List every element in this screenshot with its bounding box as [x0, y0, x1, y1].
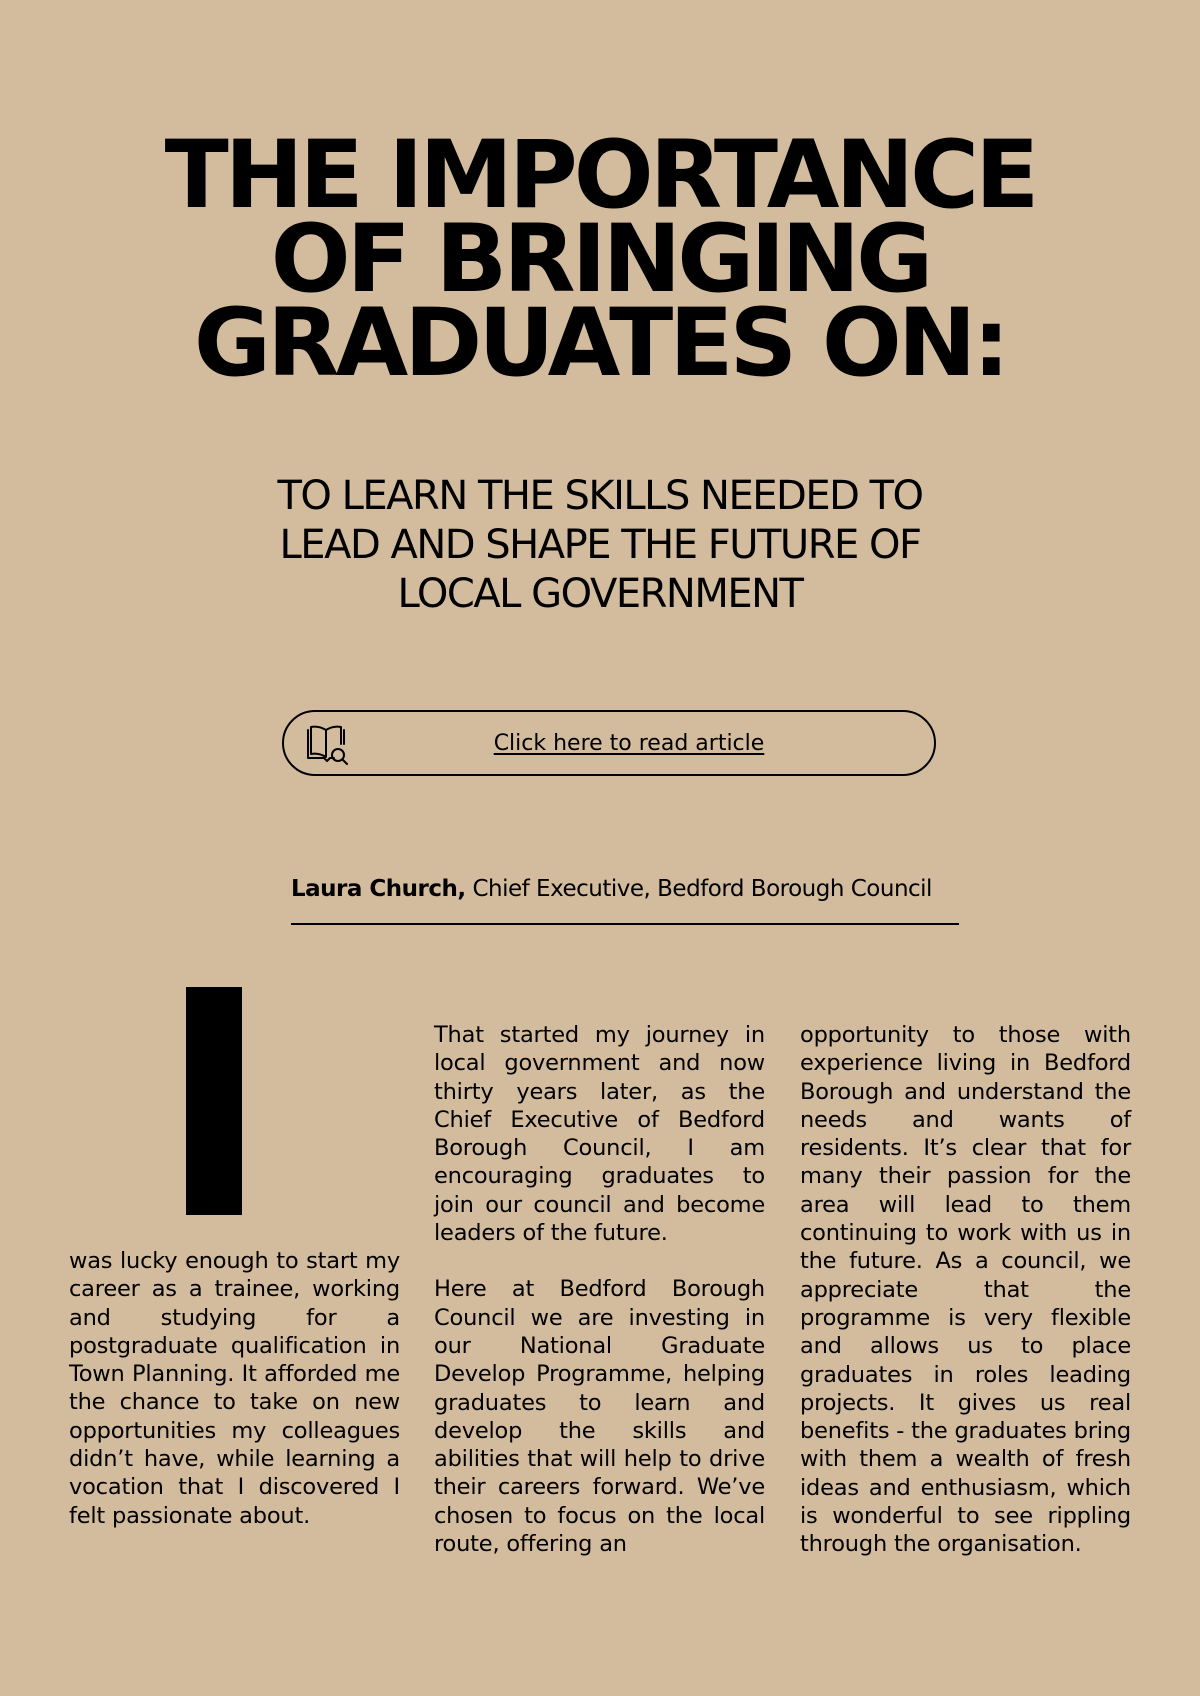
drop-cap-letter	[186, 987, 242, 1215]
subtitle-line-3: LOCAL GOVERNMENT	[397, 571, 803, 617]
title-line-3: GRADUATES ON:	[193, 289, 1007, 398]
subtitle-line-1: TO LEARN THE SKILLS NEEDED TO	[277, 473, 923, 519]
read-article-label[interactable]: Click here to read article	[493, 730, 765, 756]
author-name: Laura Church,	[291, 876, 466, 902]
page-subtitle	[200, 472, 1000, 619]
subtitle-line-2: LEAD AND SHAPE THE FUTURE OF	[279, 522, 921, 568]
title-line-1: THE IMPORTANCE	[164, 121, 1036, 230]
read-article-button[interactable]	[282, 710, 936, 776]
title-line-2: OF BRINGING	[270, 205, 930, 314]
article-column-3	[800, 1021, 1131, 1559]
author-role: Chief Executive, Bedford Borough Council	[465, 876, 932, 902]
paragraph: was lucky enough to start my career as a trainee, working and studying for a postgraduate qualification in Town Planning. It afforded me the chance to take on new opportunities my colleagues didn’t have, while learning a vocation that I discovered I felt passionate about.	[69, 1248, 400, 1529]
paragraph: Here at Bedford Borough Council we are investing in our National Graduate Develop Programme, helping graduates to learn and develop the skills and abilities that will help to drive their careers forward. We’ve chosen to focus on the local route, offering an	[434, 1276, 765, 1558]
page-title	[100, 121, 1100, 398]
byline	[291, 876, 961, 902]
divider	[291, 923, 959, 925]
article-column-1	[69, 1247, 400, 1530]
paragraph: opportunity to those with experience living in Bedford Borough and understand the needs and wants of residents. It’s clear that for many their passion for the area will lead to them continuing to work with us in the future. As a council, we appreciate that the programme is very flexible and allows us to place graduates in roles leading projects. It gives us real benefits - the graduates bring with them a wealth of fresh ideas and enthusiasm, which is wonderful to see rippling through the organisation.	[800, 1022, 1131, 1558]
paragraph: That started my journey in local government and now thirty years later, as the Chief Executive of Bedford Borough Council, I am encouraging graduates to join our council and become leaders of the future.	[434, 1022, 765, 1247]
article-column-2	[434, 1021, 765, 1558]
